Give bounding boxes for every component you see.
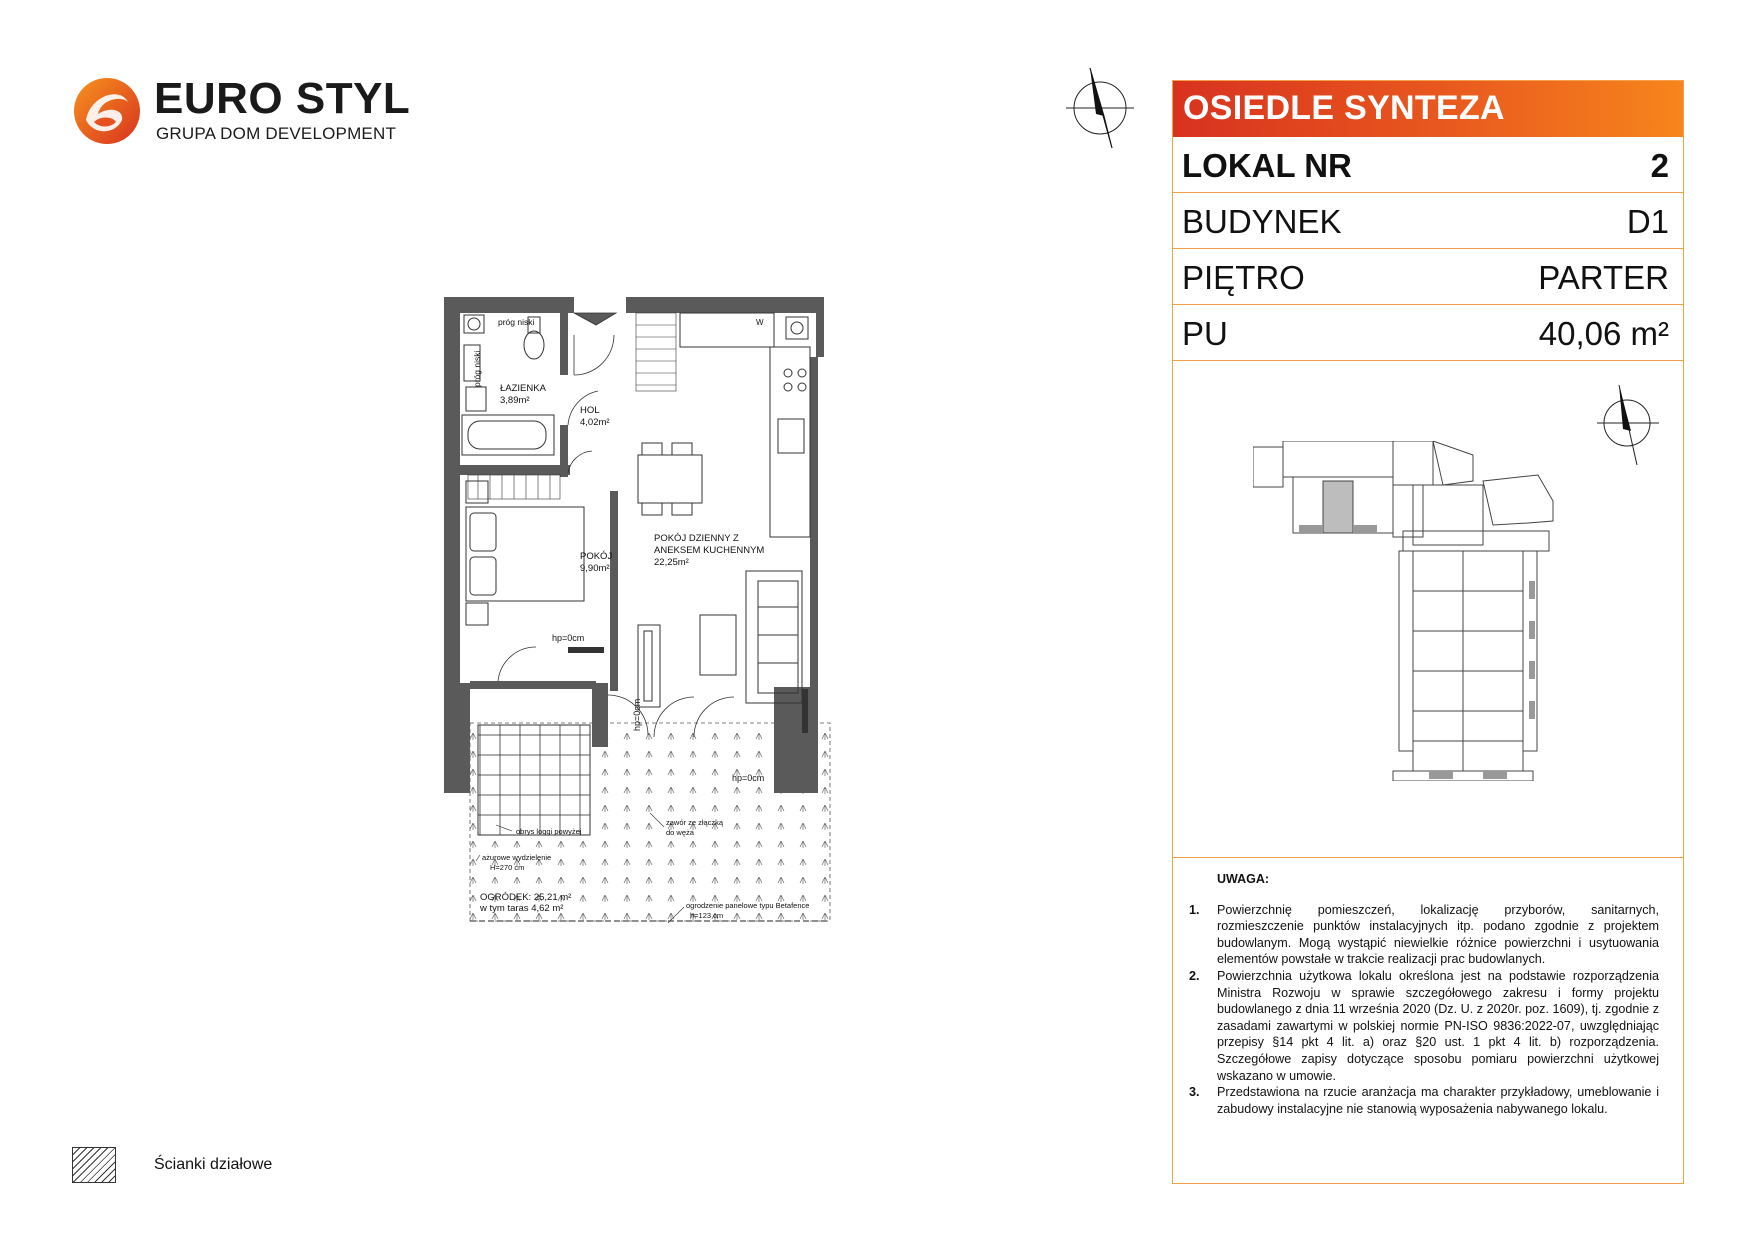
- dining-table: [638, 443, 702, 515]
- legend-label: Ścianki działowe: [154, 1156, 273, 1173]
- info-label: PU: [1182, 315, 1228, 352]
- threshold-height-label: hp=0cm: [732, 773, 765, 783]
- note-item: [1189, 1084, 1659, 1117]
- bed: [466, 481, 584, 625]
- threshold-height-label: hp=0cm: [552, 633, 585, 643]
- north-arrow-icon: [1593, 379, 1663, 469]
- note-number: 2.: [1189, 968, 1200, 983]
- brand-name: EURO STYL: [154, 74, 411, 123]
- floor-plan: [440, 295, 860, 1025]
- site-key-map: [1173, 361, 1683, 858]
- brand-subtitle: GRUPA DOM DEVELOPMENT: [156, 124, 397, 143]
- euro-styl-logo-icon: [72, 76, 142, 146]
- info-value: 40,06 m²: [1538, 315, 1669, 352]
- room-label-living: POKÓJ DZIENNY Z: [654, 533, 739, 544]
- unit-highlight: [1323, 481, 1353, 533]
- fence-label: ogrodzenie panelowe typu Betafence: [686, 901, 810, 910]
- threshold-height-label: hp=0cm: [632, 698, 642, 731]
- water-label: W: [756, 318, 764, 327]
- info-row-building: [1173, 193, 1683, 249]
- garden-label: OGRÓDEK: 25,21 m²: [480, 892, 572, 903]
- cutout-label: ażurowe wydzielenie: [482, 853, 552, 862]
- valve-label-2: do węża: [666, 828, 694, 837]
- note-text: Powierzchnię pomieszczeń, lokalizację przyborów, sanitarnych, rozmieszczenie punktów instalacyjnych itp. podano zgodnie z projektem budowlanym. Mogą wystąpić niewielkie różnice powierzchni i usytuowania elementów powstałe w trakcie realizacji prac budowlanych.: [1217, 902, 1659, 967]
- room-label-bathroom: ŁAZIENKA: [500, 383, 546, 394]
- note-text: Przedstawiona na rzucie aranżacja ma charakter przykładowy, umeblowanie i zabudowy instalacyjne nie stanowią wyposażenia nabywanego lokalu.: [1217, 1085, 1659, 1116]
- info-value: 2: [1650, 147, 1669, 184]
- threshold-label: próg niski: [472, 350, 482, 387]
- fence-height-label: h=123 cm: [690, 911, 724, 920]
- room-area-hall: 4,02m²: [580, 417, 610, 428]
- note-item: [1189, 968, 1659, 1084]
- info-row-floor: [1173, 249, 1683, 305]
- info-label: PIĘTRO: [1182, 259, 1305, 296]
- note-item: [1189, 902, 1659, 968]
- estate-name: OSIEDLE SYNTEZA: [1183, 89, 1505, 127]
- threshold-label: próg niski: [498, 317, 535, 327]
- partition-wall-swatch: [72, 1147, 116, 1183]
- estate-header: [1173, 81, 1683, 137]
- room-area-bathroom: 3,89m²: [500, 395, 530, 406]
- notes-title: UWAGA:: [1217, 872, 1270, 886]
- info-row-unit: [1173, 137, 1683, 193]
- cutout-height-label: H=270 cm: [490, 863, 525, 872]
- info-label: LOKAL NR: [1182, 147, 1352, 184]
- info-label: BUDYNEK: [1182, 203, 1342, 240]
- room-label-room: POKÓJ: [580, 551, 613, 562]
- note-number: 3.: [1189, 1085, 1200, 1100]
- north-arrow-icon: [1062, 62, 1142, 152]
- room-area-room: 9,90m²: [580, 563, 610, 574]
- garden-terrace-label: w tym taras 4,62 m²: [480, 903, 564, 914]
- info-value: PARTER: [1538, 259, 1669, 296]
- room-area-living: 22,25m²: [654, 557, 689, 568]
- loggia-outline-label: obrys loggi powyżej: [516, 827, 582, 836]
- sofa: [638, 571, 802, 707]
- notes-section: [1189, 871, 1659, 1117]
- room-label-hall: HOL: [580, 405, 600, 416]
- info-row-area: [1173, 305, 1683, 361]
- room-label-living-2: ANEKSEM KUCHENNYM: [654, 545, 765, 556]
- valve-label: zawór ze złączką: [666, 818, 724, 827]
- note-text: Powierzchnia użytkowa lokalu określona jest na podstawie rozporządzenia Ministra Rozwoju w sprawie szczegółowego zakresu i formy projektu budowlanego z dnia 11 września 2020 (Dz. U. z 2020r. poz. 1609), tj. zgodnie z zasadami zawartymi w polskiej normie PN-ISO 9836:2022-07, uwzględniając przepisy §14 pkt 4 lit. a) oraz §20 ust. 1 pkt 4 lit. b) rozporządzenia. Szczegółowe zapisy dotyczące sposobu pomiaru powierzchni użytkowej wskazano w umowie.: [1217, 968, 1659, 1083]
- info-value: D1: [1626, 203, 1669, 240]
- brand-logo: [72, 72, 411, 152]
- building-key-plan: [1253, 441, 1593, 781]
- apartment-info-panel: [1172, 80, 1684, 1184]
- note-number: 1.: [1189, 902, 1200, 917]
